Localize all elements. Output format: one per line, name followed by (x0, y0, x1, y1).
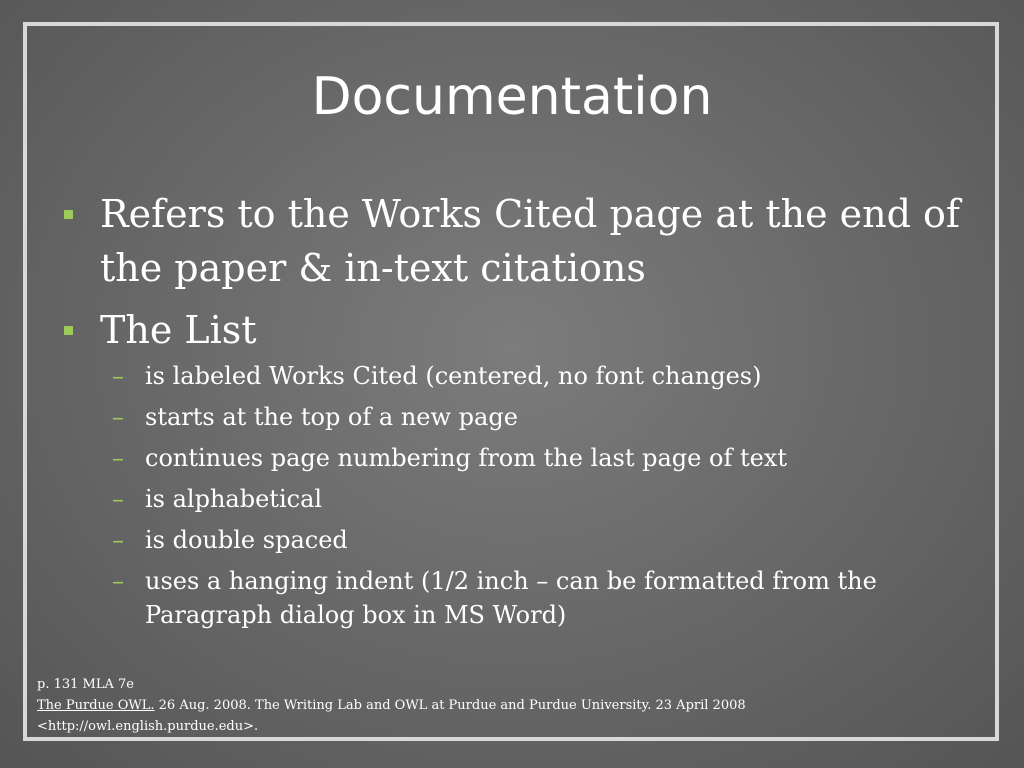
dash-bullet-icon: – (112, 485, 124, 513)
sub-bullet-text: starts at the top of a new page (145, 403, 518, 431)
sub-bullet-item (60, 482, 960, 516)
sub-bullet-text: is alphabetical (145, 485, 323, 513)
source-citation (37, 674, 977, 737)
sub-bullet-item (60, 359, 960, 393)
slide-body (60, 187, 960, 639)
square-bullet-icon (64, 210, 73, 219)
sub-bullet-item (60, 523, 960, 557)
sub-bullet-text: is double spaced (145, 526, 348, 554)
bullet-item (60, 187, 960, 295)
bullet-item (60, 303, 960, 357)
sub-bullet-item (60, 564, 960, 632)
dash-bullet-icon: – (112, 444, 124, 472)
citation-url: <http://owl.english.purdue.edu>. (37, 719, 259, 734)
dash-bullet-icon: – (112, 403, 124, 431)
dash-bullet-icon: – (112, 362, 124, 390)
citation-page-ref: p. 131 MLA 7e (37, 677, 134, 692)
sub-bullet-text: continues page numbering from the last page of text (145, 444, 787, 472)
sub-bullet-item (60, 400, 960, 434)
dash-bullet-icon: – (112, 526, 124, 554)
citation-source-details: 26 Aug. 2008. The Writing Lab and OWL at Purdue and Purdue University. 23 April 2008 (154, 698, 746, 713)
sub-bullet-item (60, 441, 960, 475)
bullet-text: The List (100, 308, 257, 352)
dash-bullet-icon: – (112, 567, 124, 595)
square-bullet-icon (64, 326, 73, 335)
sub-bullet-text: is labeled Works Cited (centered, no font changes) (145, 362, 762, 390)
bullet-text: Refers to the Works Cited page at the end of the paper & in-text citations (100, 192, 960, 290)
citation-source-line (37, 695, 977, 716)
slide-title: Documentation (311, 67, 713, 127)
sub-bullet-text: uses a hanging indent (1/2 inch – can be formatted from the Paragraph dialog box in MS Word) (145, 567, 877, 629)
citation-source-title: The Purdue OWL. (37, 698, 155, 713)
